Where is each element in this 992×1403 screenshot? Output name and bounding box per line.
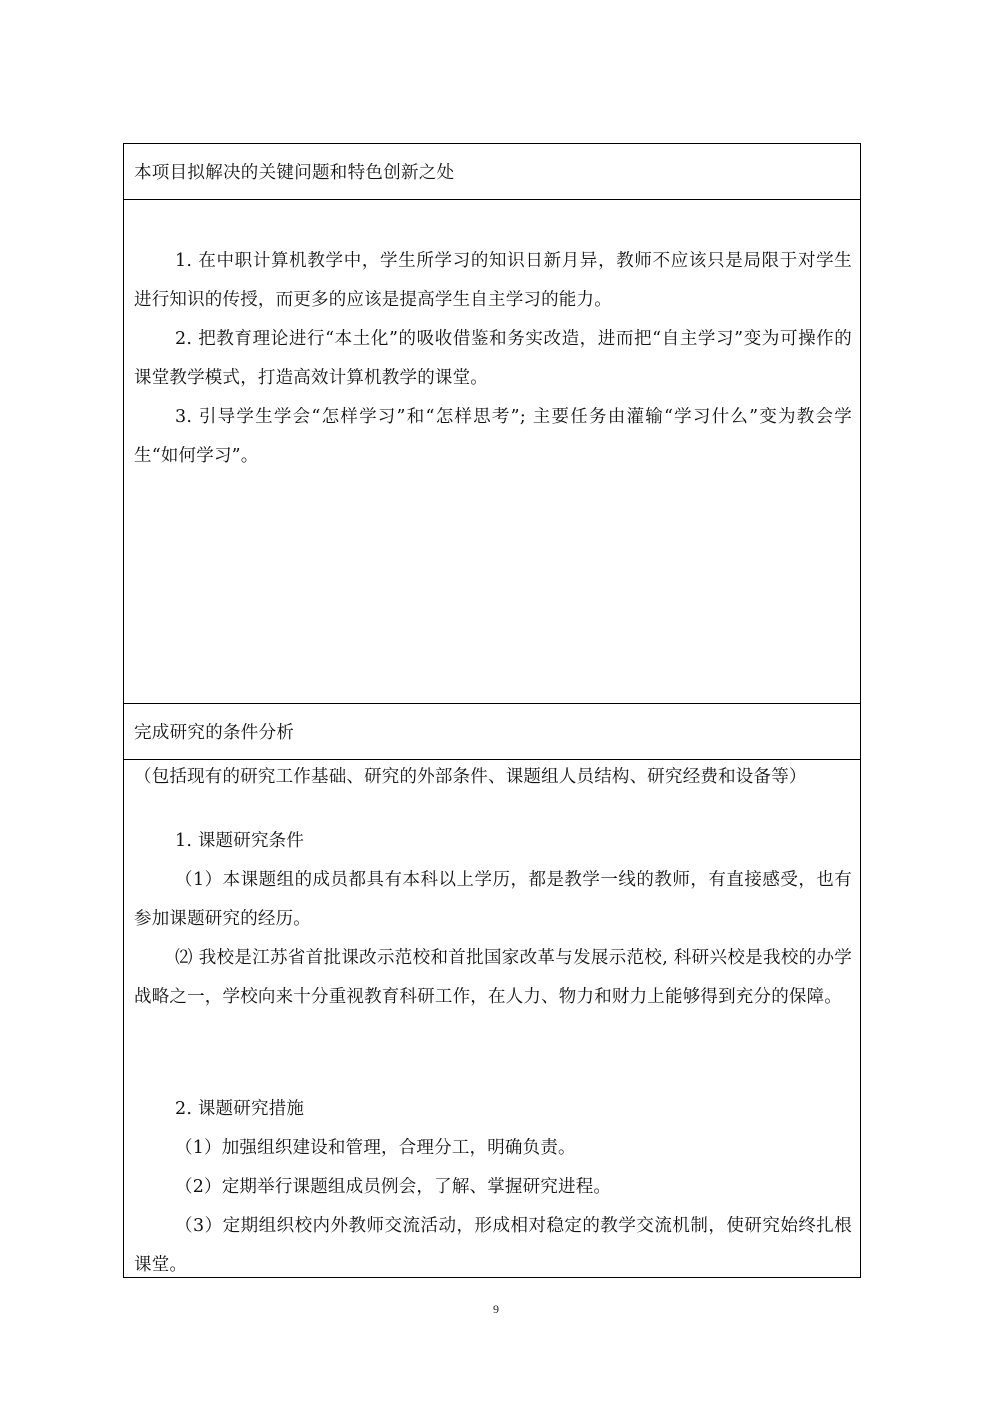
paragraph-key-problem-3: 3. 引导学生学会“怎样学习”和“怎样思考”; 主要任务由灌输“学习什么”变为教会学生“如何学习”。 <box>134 407 852 466</box>
paragraph-research-measures-heading: 2. 课题研究措施 <box>175 1099 305 1119</box>
paragraph-research-conditions-heading: 1. 课题研究条件 <box>175 831 305 851</box>
paragraph-key-problem-1: 1. 在中职计算机教学中，学生所学习的知识日新月异，教师不应该只是局限于对学生进行知识的传授，而更多的应该是提高学生自主学习的能力。 <box>134 251 852 310</box>
section-header-key-problems <box>124 144 860 200</box>
section-title-conditions: 完成研究的条件分析 <box>134 723 295 743</box>
section-body-key-problems <box>124 200 860 704</box>
section-body-conditions <box>124 760 860 1277</box>
section-note-conditions: （包括现有的研究工作基础、研究的外部条件、课题组人员结构、研究经费和设备等） <box>134 767 807 787</box>
paragraph-condition-2: ⑵ 我校是江苏省首批课改示范校和首批国家改革与发展示范校, 科研兴校是我校的办学战略之一，学校向来十分重视教育科研工作，在人力、物力和财力上能够得到充分的保障。 <box>134 948 852 1007</box>
section-title-key-problems: 本项目拟解决的关键问题和特色创新之处 <box>134 163 455 183</box>
paragraph-measure-2: （2）定期举行课题组成员例会，了解、掌握研究进程。 <box>175 1177 612 1197</box>
application-form-table <box>123 143 861 1278</box>
section-header-conditions <box>124 704 860 760</box>
paragraph-measure-1: （1）加强组织建设和管理，合理分工，明确负责。 <box>175 1138 576 1158</box>
paragraph-measure-3: （3）定期组织校内外教师交流活动，形成相对稳定的教学交流机制，使研究始终扎根课堂。 <box>134 1216 852 1275</box>
paragraph-key-problem-2: 2. 把教育理论进行“本土化”的吸收借鉴和务实改造，进而把“自主学习”变为可操作的课堂教学模式，打造高效计算机教学的课堂。 <box>134 329 852 388</box>
page-number: 9 <box>493 1302 499 1316</box>
paragraph-condition-1: （1）本课题组的成员都具有本科以上学历，都是教学一线的教师，有直接感受，也有参加课题研究的经历。 <box>134 870 852 929</box>
